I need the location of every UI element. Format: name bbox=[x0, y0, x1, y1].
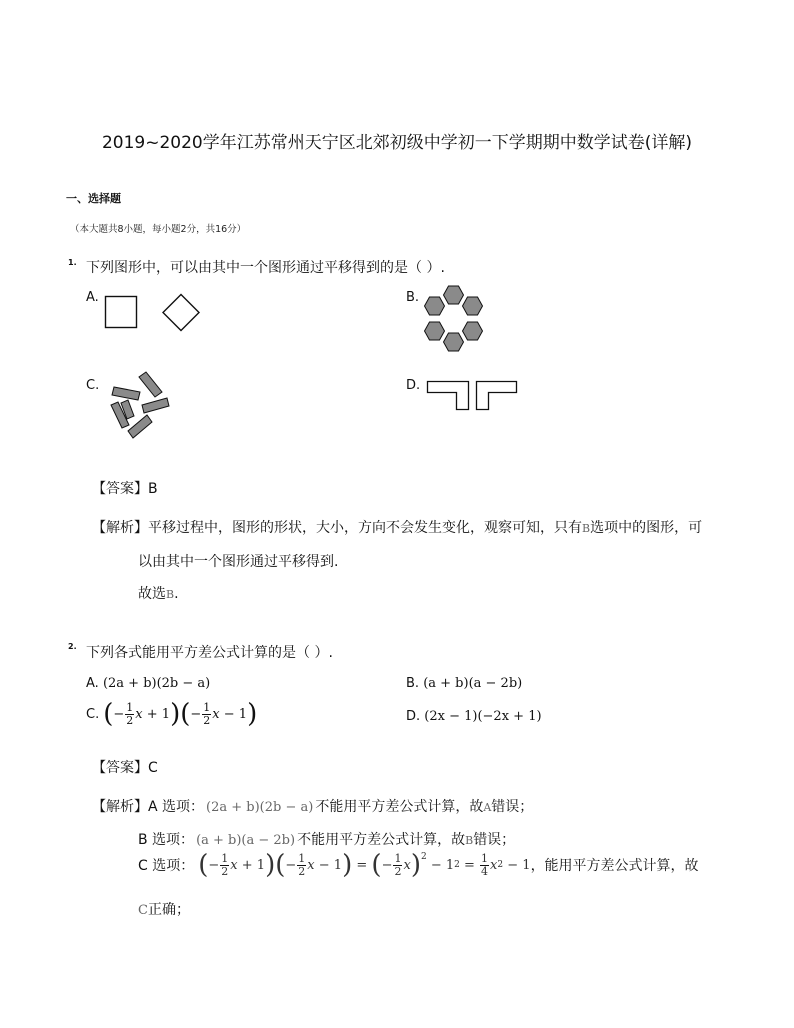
q1-analysis-line-2: 以由其中一个图形通过平移得到. bbox=[138, 554, 339, 570]
q2-option-b-label: B. bbox=[406, 676, 420, 691]
q1-conclusion-prefix: 故选 bbox=[138, 586, 166, 602]
q1-conclusion-symbol: B bbox=[166, 588, 175, 601]
q2-a-suffix: 错误； bbox=[491, 799, 534, 815]
q1-conclusion-suffix: . bbox=[174, 586, 179, 602]
q1-analysis-text-a: 平移过程中，图形的形状，大小，方向不会发生变化，观察可知，只有 bbox=[148, 520, 582, 536]
q1-analysis-label: 【解析】 bbox=[92, 520, 148, 536]
question-2-text: 下列各式能用平方差公式计算的是（ ）. bbox=[86, 645, 333, 661]
question-1-number: 1. bbox=[68, 258, 77, 267]
q2-c-expr: ( − $\frac{1}{2}$ x + 1 ) ( − $\frac{1}{2}$ x − 1 ) = ( − $\frac{1}{2}$ x ) $^2$ − 1 $_2$ = $\frac{1}{4}$ x 2 − 1 bbox=[198, 850, 531, 880]
q2-option-d bbox=[406, 709, 542, 724]
q1-option-a-figure bbox=[104, 294, 204, 334]
q2-option-b-expr: (a + b)(a − 2b) bbox=[423, 676, 523, 691]
q2-b-mid: 不能用平方差公式计算，故 bbox=[297, 832, 466, 848]
q2-c-suffix: ，能用平方差公式计算，故 bbox=[530, 858, 699, 874]
q2-a-symbol: A bbox=[483, 801, 492, 814]
q1-option-c-label: C. bbox=[86, 378, 100, 393]
q2-b-symbol: B bbox=[465, 834, 474, 847]
q2-a-expr: (2a + b)(2b − a) bbox=[206, 800, 314, 815]
q1-option-d-figure bbox=[426, 380, 521, 412]
q2-a-prefix: A 选项： bbox=[148, 799, 205, 815]
question-1-text: 下列图形中，可以由其中一个图形通过平移得到的是（ ）. bbox=[86, 260, 445, 276]
q2-option-a bbox=[86, 676, 210, 691]
question-2-number: 2. bbox=[68, 642, 77, 651]
q2-c-prefix: C 选项： bbox=[138, 858, 195, 874]
q2-option-a-expr: (2a + b)(2b − a) bbox=[102, 676, 211, 691]
q2-c2-symbol: C bbox=[138, 903, 148, 918]
q1-answer: 【答案】B bbox=[92, 481, 158, 497]
q2-analysis-c bbox=[138, 852, 699, 878]
q2-analysis-c-line-2 bbox=[138, 899, 190, 919]
q1-analysis-text-b: 选项中的图形，可 bbox=[590, 520, 703, 536]
q2-c2-suffix: 正确； bbox=[147, 902, 190, 918]
q2-analysis-b bbox=[138, 829, 515, 849]
q1-option-c-figure bbox=[106, 372, 176, 442]
q1-option-d-label: D. bbox=[406, 378, 421, 393]
section-heading: 一、选择题 bbox=[66, 192, 121, 205]
q1-analysis-line-1 bbox=[92, 517, 702, 537]
page-title: 2019~2020学年江苏常州天宁区北郊初级中学初一下学期期中数学试卷(详解) bbox=[101, 133, 693, 153]
q2-option-c-label: C. bbox=[86, 706, 100, 722]
q2-option-c bbox=[86, 701, 257, 727]
q2-b-expr: (a + b)(a − 2b) bbox=[196, 833, 296, 848]
q2-option-b bbox=[406, 676, 522, 691]
q1-option-b-label: B. bbox=[406, 290, 420, 305]
q2-option-d-expr: (2x − 1)(−2x + 1) bbox=[424, 709, 542, 724]
q2-answer: 【答案】C bbox=[92, 760, 158, 776]
q2-b-prefix: B 选项： bbox=[138, 832, 195, 848]
q2-a-mid: 不能用平方差公式计算，故 bbox=[315, 799, 484, 815]
q1-analysis-symbol: B bbox=[582, 522, 591, 535]
q1-conclusion bbox=[138, 583, 179, 603]
q2-analysis-label: 【解析】 bbox=[92, 799, 148, 815]
section-note: （本大题共8小题，每小题2分，共16分） bbox=[70, 224, 247, 235]
q1-option-a-label: A. bbox=[86, 290, 99, 305]
q2-option-c-expr: ( − $\frac{1}{2}$ x + 1 ) ( − $\frac{1}{2}$ x − 1 ) bbox=[103, 699, 258, 729]
q2-analysis-a bbox=[92, 796, 533, 816]
q2-option-a-label: A. bbox=[86, 676, 99, 691]
q1-option-b-figure bbox=[424, 284, 490, 356]
q2-option-d-label: D. bbox=[406, 709, 421, 724]
q2-b-suffix: 错误； bbox=[473, 832, 516, 848]
